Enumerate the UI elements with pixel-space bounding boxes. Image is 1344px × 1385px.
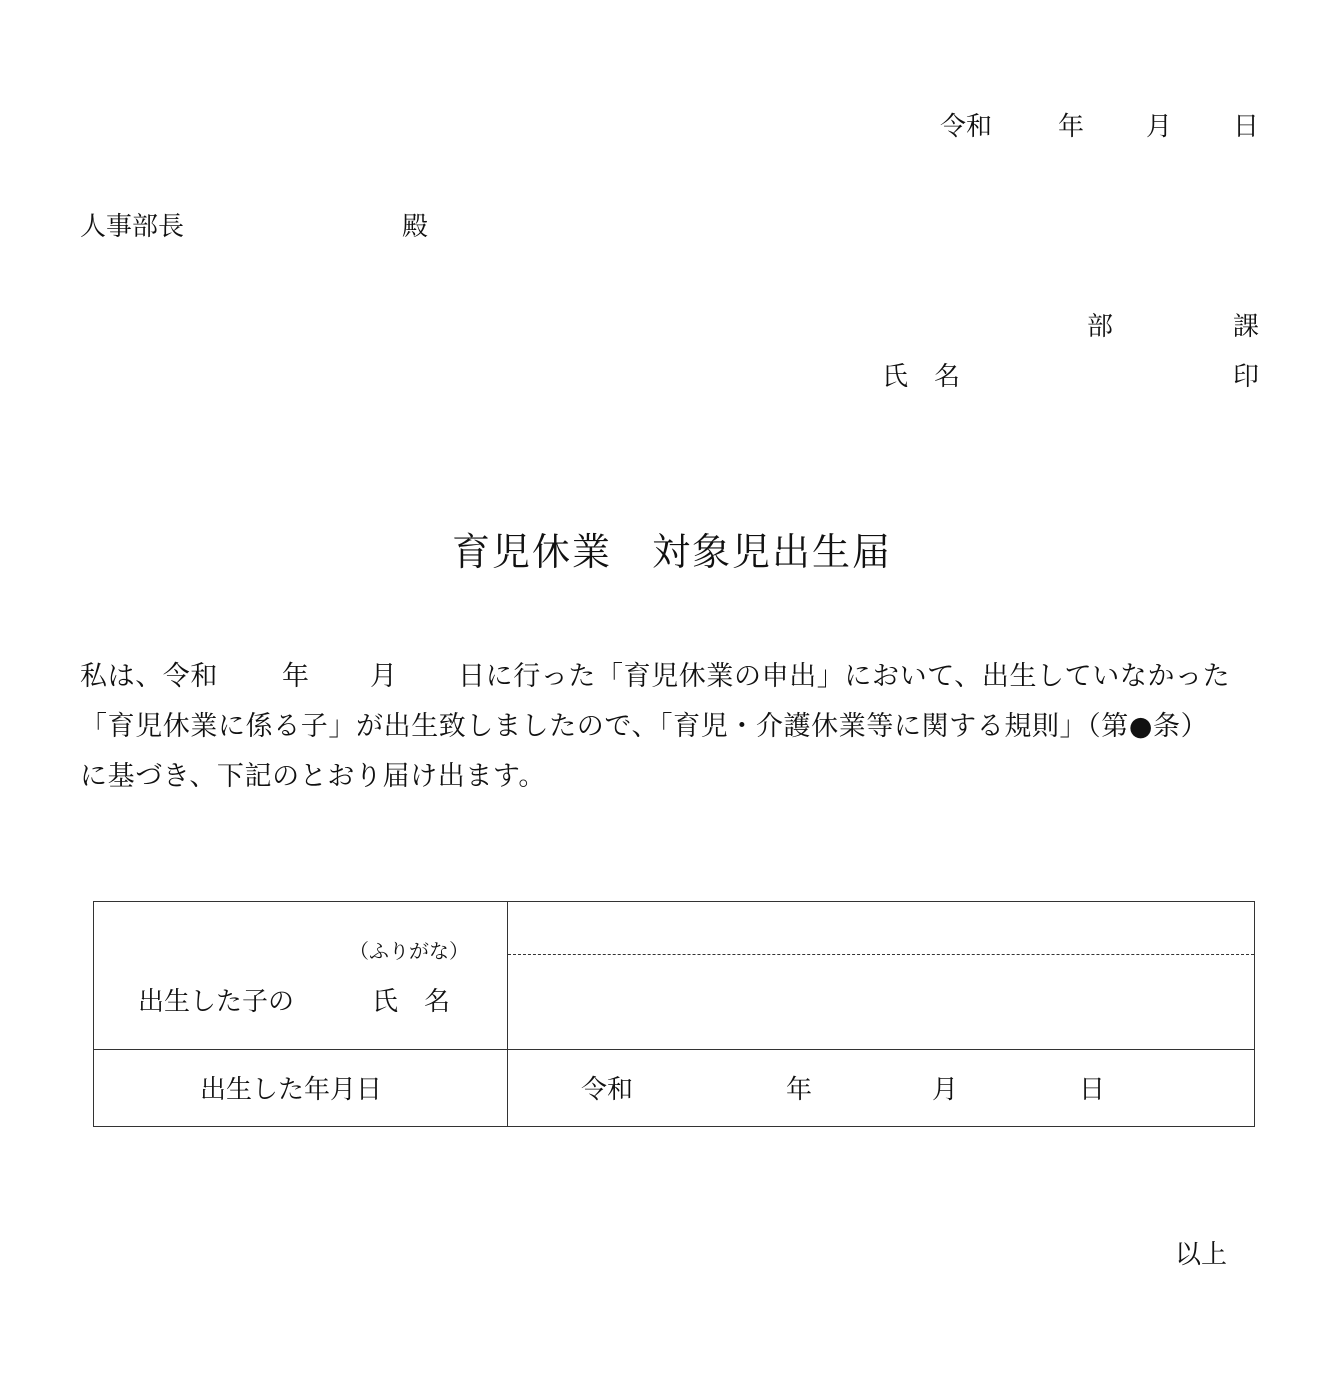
addressee-title: 人事部長: [80, 212, 185, 242]
date-month: 月: [1146, 112, 1173, 142]
date-day: 日: [1233, 112, 1260, 142]
child-name-label: 出生した子の: [138, 987, 295, 1017]
birthdate-year: 年: [786, 1075, 813, 1105]
paragraph-year: 年: [282, 661, 310, 692]
row-divider: [94, 1049, 1254, 1050]
closing-text: 以上: [1175, 1240, 1228, 1270]
birthdate-era: 令和: [581, 1075, 634, 1105]
paragraph-month: 月: [370, 661, 398, 692]
furigana-input[interactable]: [510, 902, 1254, 953]
paragraph-line2: 「育児休業に係る子」が出生致しましたので、「育児・介護休業等に関する規則」（第●条）: [80, 711, 1209, 742]
name-label: 氏 名: [882, 362, 961, 392]
seal-label: 印: [1233, 362, 1260, 392]
furigana-divider: [508, 954, 1254, 955]
department-label: 部: [1087, 312, 1114, 342]
section-label: 課: [1233, 312, 1260, 342]
addressee-honorific: 殿: [402, 212, 429, 242]
child-info-table: [93, 901, 1255, 1127]
furigana-label: （ふりがな）: [349, 939, 469, 963]
date-year: 年: [1058, 112, 1085, 142]
date-era: 令和: [940, 112, 993, 142]
child-name-sublabel: 氏 名: [372, 987, 451, 1017]
birthdate-month: 月: [932, 1075, 959, 1105]
birthdate-day: 日: [1079, 1075, 1106, 1105]
paragraph-prefix: 私は、令和: [80, 661, 218, 692]
child-name-input[interactable]: [510, 956, 1254, 1048]
birthdate-label: 出生した年月日: [200, 1075, 383, 1105]
document-title: 育児休業 対象児出生届: [451, 530, 892, 574]
paragraph-line3: に基づき、下記のとおり届け出ます。: [80, 761, 546, 792]
column-divider: [507, 902, 508, 1126]
paragraph-line1-rest: 日に行った「育児休業の申出」において、出生していなかった: [458, 661, 1231, 692]
